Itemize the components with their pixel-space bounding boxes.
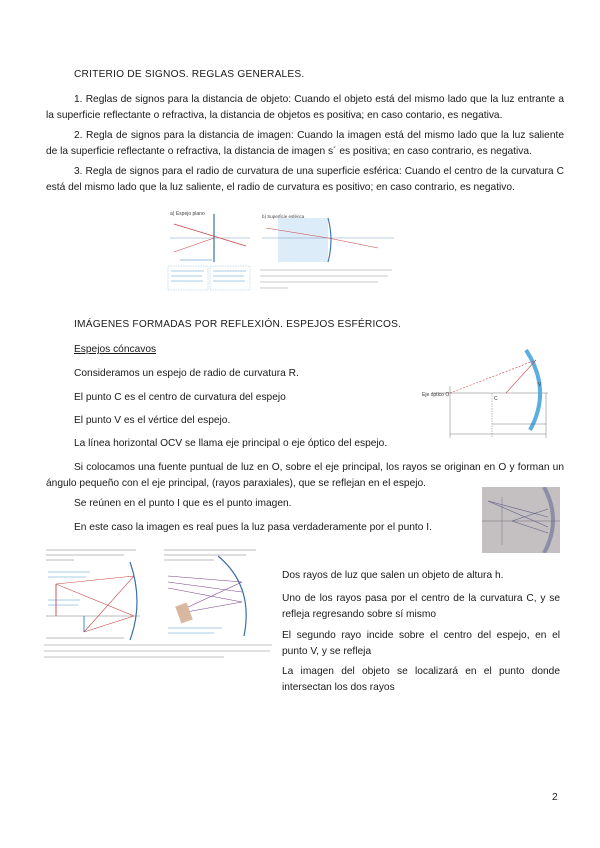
text-punto-v: El punto V es el vértice del espejo. bbox=[74, 415, 231, 426]
side-text-primer-rayo: Uno de los rayos pasa por el centro de la curvatura C, y se refleja regresando sobre sí mismo bbox=[282, 593, 560, 620]
bottom-caption-lines bbox=[44, 641, 272, 663]
paragraph-fuente-puntual: Si colocamos una fuente puntual de luz en O, sobre el eje principal, los rayos se originan en O y forman un ángulo pequeño con el eje principal, (rayos paraxiales), que se reflejan en el espejo. bbox=[46, 462, 564, 489]
side-text-dos-rayos: Dos rayos de luz que salen un objeto de altura h. bbox=[282, 570, 504, 581]
side-text-segundo-rayo: El segundo rayo incide sobre el centro del espejo, en el punto V, y se refleja bbox=[282, 630, 560, 657]
sign-convention-figure-right bbox=[258, 214, 398, 292]
text-eje-principal: La línea horizontal OCV se llama eje principal o eje óptico del espejo. bbox=[74, 438, 388, 449]
svg-text:b) Superficie esférica: b) Superficie esférica bbox=[262, 214, 305, 219]
section-title-criterio: CRITERIO DE SIGNOS. REGLAS GENERALES. bbox=[74, 69, 305, 80]
text-radio-curvatura: Consideramos un espejo de radio de curvatura R. bbox=[74, 368, 299, 379]
ray-diagram-candle bbox=[162, 546, 262, 642]
svg-text:a) Espejo plano: a) Espejo plano bbox=[170, 211, 205, 217]
ray-diagram-object-height bbox=[44, 546, 144, 642]
text-imagen-real: En este caso la imagen es real pues la luz pasa verdaderamente por el punto I. bbox=[74, 522, 432, 533]
side-text-imagen-objeto: La imagen del objeto se localizará en el punto donde intersectan los dos rayos bbox=[282, 666, 560, 693]
rule-1-paragraph: 1. Reglas de signos para la distancia de objeto: Cuando el objeto está del mismo lado que la luz entrante a la superficie reflectante o refractiva, la distancia de objetos es positiva; en caso contario, es negativa. bbox=[46, 94, 564, 121]
svg-text:Eje óptico O: Eje óptico O bbox=[422, 392, 450, 398]
section-title-espejos: IMÁGENES FORMADAS POR REFLEXIÓN. ESPEJOS ESFÉRICOS. bbox=[74, 319, 402, 330]
rule-2-paragraph: 2. Regla de signos para la distancia de imagen: Cuando la imagen está del mismo lado que la luz saliente de la superficie reflectante o refractiva, la distancia de imagen s´ es positiva; en caso contrario, es negativa. bbox=[46, 130, 564, 157]
svg-text:C: C bbox=[494, 396, 498, 402]
text-punto-c: El punto C es el centro de curvatura del espejo bbox=[74, 392, 286, 403]
svg-text:V: V bbox=[538, 382, 542, 388]
subtitle-espejos-concavos: Espejos cóncavos bbox=[74, 344, 157, 355]
mirror-photo bbox=[482, 487, 560, 553]
page-number: 2 bbox=[552, 792, 558, 803]
text-punto-imagen: Se reúnen en el punto I que es el punto imagen. bbox=[74, 498, 292, 509]
rule-3-paragraph: 3. Regla de signos para el radio de curvatura de una superficie esférica: Cuando el centro de la curvatura C está del mismo lado que la luz saliente, el radio de curvatura es positivo; en caso contrario, es negativo. bbox=[46, 166, 564, 193]
concave-mirror-diagram bbox=[418, 346, 560, 438]
sign-convention-figure-left bbox=[166, 208, 254, 294]
